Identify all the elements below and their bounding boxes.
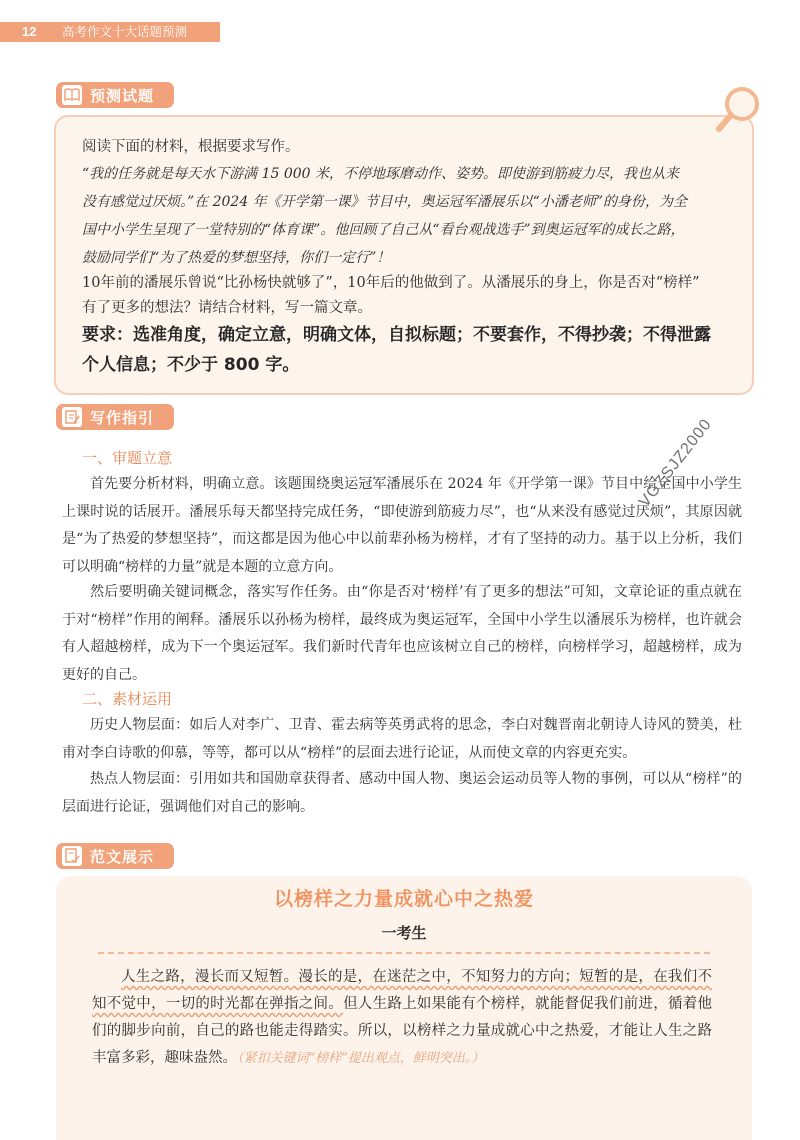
quote-line-1: “我的任务就是每天水下游满 15 000 米，不停地琢磨动作、姿势。即使游到筋疲力尽，我也从来 bbox=[82, 166, 680, 182]
subheading-materials: 二、素材运用 bbox=[82, 690, 173, 708]
guidance-paragraph-3: 历史人物层面：如后人对李广、卫青、霍去病等英勇武将的思念，李白对魏晋南北朝诗人诗风的赞美，杜甫对李白诗歌的仰慕，等等，都可以从“榜样”的层面去进行论证，从而使文章的内容更充实。 bbox=[62, 717, 742, 761]
document-check-icon bbox=[62, 846, 82, 866]
book-icon bbox=[62, 85, 82, 105]
section-tag-prediction bbox=[56, 82, 174, 108]
prompt-line-1: 10年前的潘展乐曾说“比孙杨快就够了”，10年后的他做到了。从潘展乐的身上，你是否对“榜样” bbox=[82, 275, 700, 291]
section-label-prediction: 预测试题 bbox=[90, 86, 155, 105]
page-number: 12 bbox=[22, 24, 37, 39]
section-label-guidance: 写作指引 bbox=[90, 408, 155, 427]
quote-line-2: 没有感觉过厌烦。”在 2024 年《开学第一课》节目中，奥运冠军潘展乐以“小潘老师”的身份，为全 bbox=[82, 194, 687, 210]
prompt-line-2: 有了更多的想法？请结合材料，写一篇文章。 bbox=[82, 300, 372, 316]
guidance-paragraph-2: 然后要明确关键词概念，落实写作任务。由“你是否对‘榜样’有了更多的想法”可知，文章论证的重点就在于对“榜样”作用的阐释。潘展乐以孙杨为榜样，最终成为奥运冠军，全国中小学生以潘展乐为榜样，也许就会有人超越榜样，成为下一个奥运冠军。我们新时代青年也应该树立自己的榜样，向榜样学习，超越榜样，成为更好的自己。 bbox=[62, 584, 742, 683]
section-label-sample: 范文展示 bbox=[90, 847, 155, 866]
pencil-note-icon bbox=[62, 407, 82, 427]
quote-line-4: 鼓励同学们“为了热爱的梦想坚持，你们一定行”！ bbox=[82, 250, 391, 266]
essay-annotation: （紧扣关键词“榜样”提出观点，鲜明突出。） bbox=[237, 1051, 485, 1066]
essay-paragraph bbox=[92, 964, 712, 1072]
essay-highlight: 人生之路，漫长而又短暂。漫长的是，在迷茫之中，不知努力的方向；短暂的是，在我们不知不觉中，一切的时光都在弹指之间。 bbox=[92, 969, 712, 1012]
requirement-line-1: 要求：选准角度，确定立意，明确文体，自拟标题；不要套作，不得抄袭；不得泄露 bbox=[82, 325, 711, 345]
magnifier-icon bbox=[712, 82, 764, 138]
watermark: VGZSJZ2000 bbox=[636, 415, 716, 511]
essay-divider bbox=[98, 952, 710, 954]
book-title: 高考作文十大话题预测 bbox=[62, 24, 188, 39]
section-tag-guidance bbox=[56, 404, 174, 430]
essay-author: 一考生 bbox=[381, 924, 427, 942]
quote-line-3: 国中小学生呈现了一堂特别的“体育课”。他回顾了自己从“看台观战选手”到奥运冠军的成长之路， bbox=[82, 222, 685, 238]
essay-title: 以榜样之力量成就心中之热爱 bbox=[273, 888, 534, 910]
guidance-paragraph-1: 首先要分析材料，明确立意。该题围绕奥运冠军潘展乐在 2024 年《开学第一课》节目中给全国中小学生上课时说的话展开。潘展乐每天都坚持完成任务，“即使游到筋疲力尽”，也“从来没有感觉过厌烦”，其原因就是“为了热爱的梦想坚持”，而这都是因为他心中以前辈孙杨为榜样，才有了坚持的动力。基于以上分析，我们可以明确“榜样的力量”就是本题的立意方向。 bbox=[62, 476, 742, 575]
section-tag-sample bbox=[56, 843, 174, 869]
essay-body: 但人生路上如果能有个榜样，就能督促我们前进，循着他们的脚步向前，自己的路也能走得踏实。所以，以榜样之力量成就心中之热爱，才能让人生之路丰富多彩，趣味盎然。 bbox=[92, 996, 712, 1066]
guidance-paragraph-4: 热点人物层面：引用如共和国勋章获得者、感动中国人物、奥运会运动员等人物的事例，可以从“榜样”的层面进行论证，强调他们对自己的影响。 bbox=[62, 771, 742, 815]
subheading-analysis: 一、审题立意 bbox=[82, 449, 173, 467]
requirement-line-2: 个人信息；不少于 800 字。 bbox=[82, 355, 300, 375]
question-intro: 阅读下面的材料，根据要求写作。 bbox=[82, 139, 300, 155]
